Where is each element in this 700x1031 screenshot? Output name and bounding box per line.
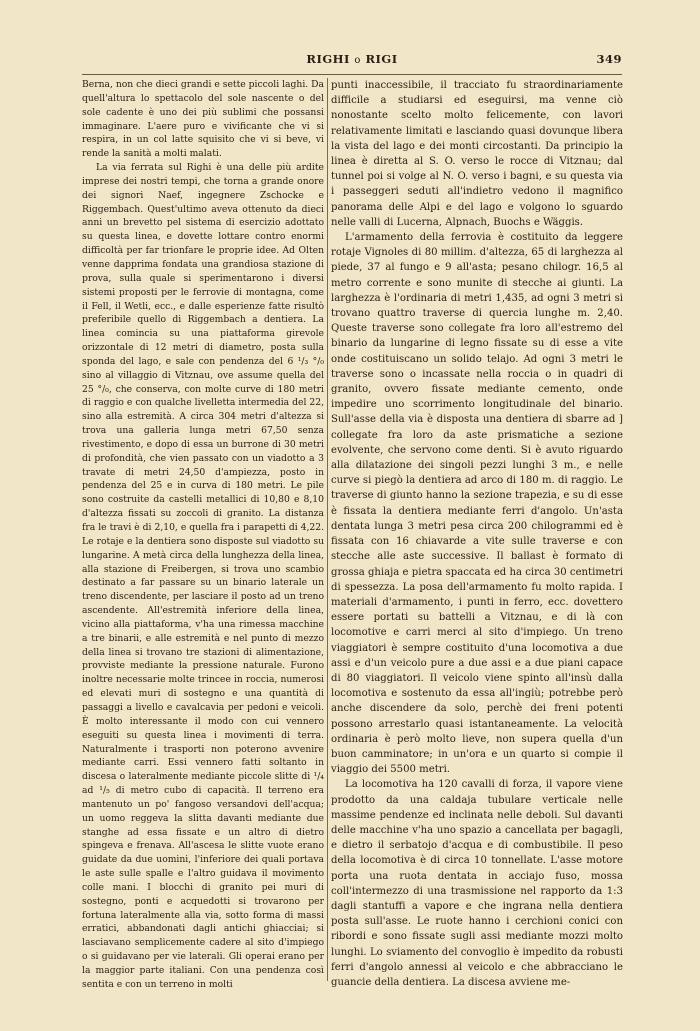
paragraph: La via ferrata sul Righi è una delle più ardite imprese dei nostri tempi, che torna a grande onore dei signori Naef, ingegnere Zschocke e Riggembach. Quest'ultimo aveva ottenuto da dieci anni un brevetto pel sistema di esercizio adottato su questa linea, e dovette lottare contro enormi difficoltà per far trionfare le proprie idee. Ad Olten venne dapprima fondata una grandiosa stazione di prova, sulla quale si sperimentarono i diversi sistemi proposti per le ferrovie di montagna, come il Fell, il Wetli, ecc., e dalle esperienze fatte risultò preferibile quello di Riggembach a dentiera. La linea comincia su una piattaforma girevole orizzontale di 12 metri di diametro, posta sulla sponda del lago, e sale con pendenza del 6 ¹/₃ °/₀ sino al villaggio di Vitznau, ove assume quella del 25 °/₀, che conserva, con molte curve di 180 metri di raggio e con qualche livelletta intermedia del 22, sino alla estremità. A circa 304 metri d'altezza si trova una galleria lunga metri 67,50 senza rivestimento, e dopo di essa un burrone di 30 metri di profondità, che vien passato con un viadotto a 3 travate di metri 24,50 d'ampiezza, posto in pendenza del 25 e in curva di 180 metri. Le pile sono costruite da castelli metallici di 10,80 e 8,10 d'altezza fissati su zoccoli di granito. La distanza fra le travi è di 2,10, e quella fra i parapetti di 4,22. Le rotaje e la dentiera sono disposte sul viadotto su lungarine. A metà circa della lunghezza della linea, alla stazione di Freibergen, si trova uno scambio destinato a far passare su un binario laterale un treno discendente, per lasciare il posto ad un treno ascendente. All'estremità inferiore della linea, vicino alla piattaforma, v'ha una rimessa macchine a tre binarii, e alle estremità e nel punto di mezzo della linea si trovano tre stazioni di alimentazione, provviste mediante la pressione naturale. Furono inoltre necessarie molte trincee in roccia, numerosi ed elevati muri di sostegno e una quantità di passaggi a livello e cavalcavia per pedoni e veicoli. È molto interessante il modo con cui vennero eseguiti su questa linea i movimenti di terra. Naturalmente i trasporti non poterono avvenire mediante carri. Essi vennero fatti soltanto in discesa o lateralmente mediante piccole slitte di ¹/₄ ad ¹/₅ di metro cubo di capacità. Il terreno era mantenuto un po' fangoso versandovi dell'acqua; un uomo reggeva la slitta davanti mediante due stanghe ad essa fissate e un altro di dietro spingeva e frenava. All'ascesa le slitte vuote erano guidate da due uomini, l'inferiore dei quali portava le aste sulle spalle e l'altro guidava il movimento colle mani. I blocchi di granito pei muri di sostegno, ponti e acquedotti si trovarono per fortuna lateralmente alla via, sotto forma di massi erratici, abbandonati dagli antichi ghiacciai; si lasciavano semplicemente cadere al sito d'impiego o si guidavano per vie laterali. Gli operai erano per la maggior parte italiani. Con una pendenza così sentita e con un terreno in molti — [82, 162, 324, 990]
title-separator: o — [354, 55, 361, 66]
paragraph: La locomotiva ha 120 cavalli di forza, il vapore viene prodotto da una caldaja tubulare verticale nelle massime pendenze ed inclinata nelle deboli. Sul davanti delle macchine v'ha uno spazio a cancellata per bagagli, e dietro il serbatojo d'acqua e di combustibile. Il peso della locomotiva è di circa 10 tonnellate. L'asse motore porta una ruota dentata in acciajo fuso, mossa coll'intermezzo di una trasmissione nel rapporto da 1:3 dagli stantuffi a vapore e che ingrana nella dentiera posta sull'asse. Le ruote hanno i cerchioni conici con ribordi e sono fissate sugli assi mediante mozzi molto lunghi. Lo sviamento del convoglio è impedito da robusti ferri d'angolo annessi al veicolo e che abbracciano le guancie della dentiera. La discesa avviene me- — [331, 779, 623, 988]
right-column — [331, 78, 623, 990]
paragraph: L'armamento della ferrovia è costituito da leggere rotaje Vignoles di 80 millim. d'altezza, 65 di larghezza al piede, 37 al fungo e 9 all'asta; pesano chilogr. 16,5 al metro corrente e sono munite di stecche ai giunti. La larghezza è l'ordinaria di metri 1,435, ad ogni 3 metri si trovano quattro traverse di quercia lunghe m. 2,40. Queste traverse sono collegate fra loro all'estremo del binario da lungarine di legno fissate su di esse a vite onde costituiscano un solido telajo. Ad ogni 3 metri le traverse sono o incassate nella roccia o in quadri di granito, ovvero fissate mediante cemento, onde impedire uno scorrimento longitudinale del binario. Sull'asse della via è disposta una dentiera di sbarre ad ] collegate fra loro da aste prismatiche a sezione evolvente, che servono come denti. Si è avuto riguardo alla dilatazione dei singoli pezzi lunghi 3 m., e nelle curve si piegò la dentiera ad arco di 180 m. di raggio. Le traverse di giunto hanno la sezione trapezia, e su di esse è fissata la dentiera mediante ferri d'angolo. Un'asta dentata lunga 3 metri pesa circa 200 chilogrammi ed è fissata con 16 chiavarde a vite sulle traverse e con stecche alle aste successive. Il ballast è formato di grossa ghiaja e pietra spaccata ed ha circa 30 centimetri di spessezza. La posa dell'armamento fu molto rapida. I materiali d'armamento, i punti in ferro, ecc. dovettero essere portati su battelli a Vitznau, e di là con locomotive e carri merci al sito d'impiego. Un treno viaggiatori è sempre costituito d'una locomotiva a due assi e d'un veicolo pure a due assi e a due piani capace di 80 viaggiatori. Il veicolo viene spinto all'insù dalla locomotiva e sostenuto da essa all'ingiù; potrebbe però anche discendere da solo, perchè dei freni potenti possono arrestarlo quasi istantaneamente. La velocità ordinaria è però molto lieve, non supera quella d'un buon camminatore; in un'ora e un quarto si compie il viaggio dei 5500 metri. — [331, 232, 623, 776]
header-rule — [82, 74, 622, 75]
paragraph: punti inaccessibile, il tracciato fu straordinariamente difficile a studiarsi ed eseguirsi, ma venne ciò nonostante scelto molto felicemente, con lavori relativamente limitati e lasciando quasi dovunque libera la vista del lago e dei monti circostanti. Da principio la linea è diretta al S. O. verso le rocce di Vitznau; dal tunnel poi si volge al N. O. verso i bagni, e su questa via i passeggeri seduti all'indietro vedono il magnifico panorama delle Alpi e del lago e volgono lo sguardo nelle valli di Lucerna, Alpnach, Buochs e Wäggis. — [331, 80, 623, 228]
paragraph: Berna, non che dieci grandi e sette piccoli laghi. Da quell'altura lo spettacolo del sole nascente o del sole cadente è uno dei più sublimi che possansi immaginare. L'aere puro e vivificante che vi si respira, in un col latte squisito che vi si beve, vi rende la sanità a molti malati. — [82, 79, 324, 160]
column-divider — [327, 78, 328, 981]
page-number: 349 — [596, 52, 622, 66]
running-title — [82, 52, 622, 66]
title-left: RIGHI — [306, 52, 350, 66]
left-column — [82, 78, 324, 992]
title-right: RIGI — [365, 52, 398, 66]
running-header — [82, 46, 622, 72]
